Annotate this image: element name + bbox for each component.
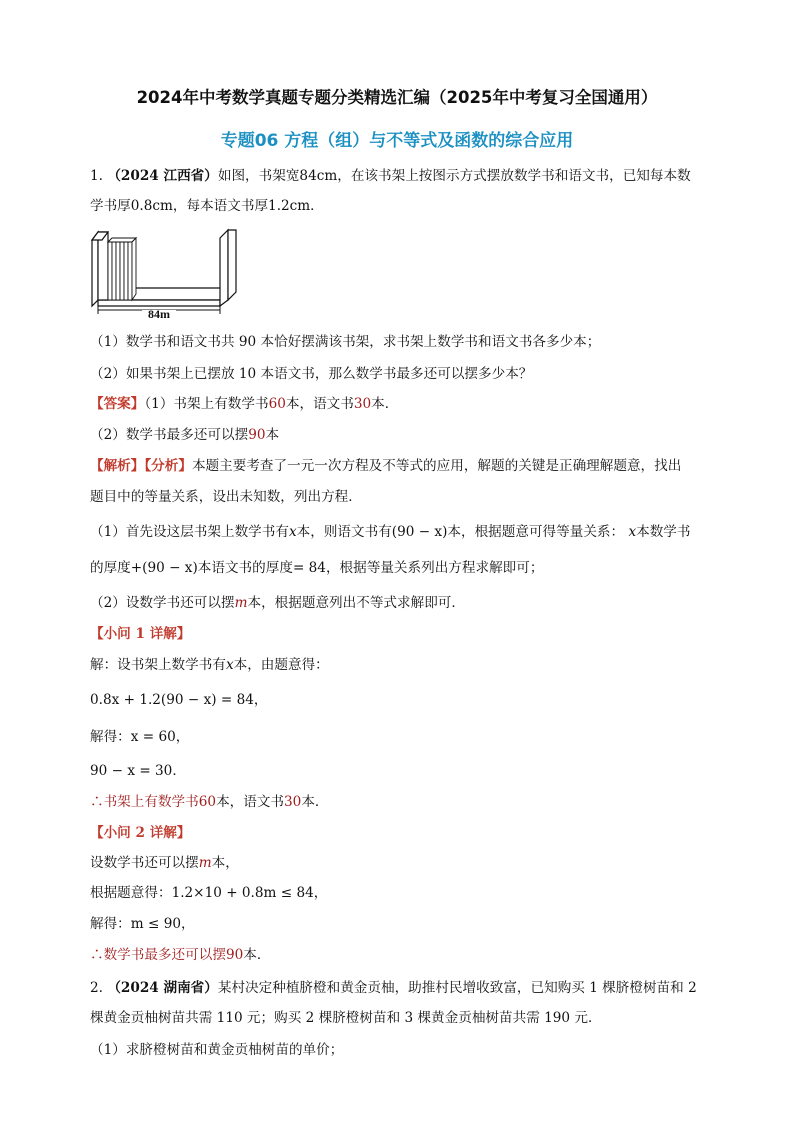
q1-part-2: （2）如果书架上已摆放 10 本语文书，那么数学书最多还可以摆多少本？ [90, 366, 533, 382]
ana1b-text-mid: 本语文书的厚度 [197, 560, 293, 576]
q1-answer-2 [90, 425, 279, 445]
sol1-text-post: 本，由题意得： [233, 657, 329, 673]
sol2-solve-text: 解得： [90, 916, 131, 932]
bookshelf-figure [90, 226, 242, 318]
ana1b-expr: (90 − x) [142, 560, 198, 576]
answer-tag: 【答案】 [90, 396, 145, 412]
q2-stem-line-2: 棵黄金贡柚树苗共需 110 元；购买 2 棵脐橙树苗和 3 棵黄金贡柚树苗共需 190 元． [90, 1010, 602, 1026]
sol2-text: 设数学书还可以摆 [90, 855, 199, 871]
figure-width-label: 84m [148, 307, 170, 318]
q1-sub1-tag: 【小问 1 详解】 [90, 626, 191, 642]
answer1-text: （1）书架上有数学书 [144, 396, 269, 412]
topic-subtitle: 专题06 方程（组）与不等式及函数的综合应用 [220, 131, 574, 151]
q1-stem-line-2: 学书厚0.8cm，每本语文书厚1.2cm． [90, 198, 324, 214]
analysis-text-a: 本题主要考查了一元一次方程及不等式的应用，解题的关键是正确理解题意，找出 [191, 458, 682, 474]
q1-sol1-equation [90, 690, 267, 710]
answer2-value: 90 [248, 427, 266, 443]
ana2-text: （2）设数学书还可以摆 [90, 595, 235, 611]
sol2-text-post: 本， [211, 855, 239, 871]
sol1-conclusion-value-1: 60 [198, 794, 217, 810]
q1-number: 1. [90, 168, 103, 184]
ana1-var: x [288, 524, 297, 540]
answer1-value-1: 60 [268, 396, 286, 412]
ana1b-eq: = 84 [292, 560, 326, 576]
q2-source: （2024 湖南省） [107, 980, 218, 996]
sol1-eq-end: ， [253, 692, 268, 708]
q1-sol2-inequality [90, 883, 327, 903]
q2-number: 2. [90, 980, 103, 996]
q1-source: （2024 江西省） [107, 168, 218, 184]
q1-sol2-solve [90, 914, 195, 934]
answer2-text: （2）数学书最多还可以摆 [90, 427, 249, 443]
sol2-ineq-text: 根据题意得： [90, 885, 172, 901]
sol1-conclusion-value-2: 30 [284, 794, 302, 810]
ana1-text-mid: 本，则语文书有 [296, 524, 392, 540]
sol2-conclusion-value: 90 [225, 947, 244, 963]
q1-sol1-result [90, 761, 186, 781]
answer1-text-end: 本． [371, 396, 399, 412]
sol1-result-expr: 90 − x = 30 [90, 763, 173, 779]
q1-stem-line-1 [90, 166, 691, 186]
q1-answer-1 [90, 394, 398, 414]
q1-sol2-conclusion [90, 945, 270, 965]
sol1-solve-text: 解得： [90, 729, 131, 745]
ana1-text-end: 本数学书 [636, 524, 691, 540]
q1-analysis-part1-line-1 [90, 522, 691, 542]
sol1-conclusion-mid: 本，语文书 [216, 794, 285, 810]
sol1-var: x [225, 657, 234, 673]
sol1-solve-end: ， [175, 729, 190, 745]
sol2-ineq-expr: 1.2×10 + 0.8m ≤ 84 [171, 885, 314, 901]
sol2-solve-end: ， [181, 916, 195, 932]
ana2-var: m [234, 595, 248, 611]
ana1-var-2: x [628, 524, 637, 540]
document-title: 2024年中考数学真题专题分类精选汇编（2025年中考复习全国通用） [136, 88, 658, 107]
sol2-solve-expr: m ≤ 90 [130, 916, 182, 932]
q1-sol1-line-1 [90, 655, 329, 675]
sol1-solve-expr: x = 60 [130, 729, 176, 745]
q1-sol2-line-1 [90, 853, 239, 873]
q1-sub2-tag: 【小问 2 详解】 [90, 825, 191, 841]
sol1-conclusion-end: 本． [301, 794, 329, 810]
ana1-expr: (90 − x) [391, 524, 448, 540]
answer1-value-2: 30 [353, 396, 372, 412]
q1-analysis-line-1 [90, 456, 681, 476]
q1-stem-text-a: 如图，书架宽84cm，在该书架上按图示方式摆放数学书和语文书，已知每本数 [217, 168, 691, 184]
analysis-tag: 【解析】【分析】 [90, 458, 192, 474]
sol1-result-end: ． [172, 763, 186, 779]
sol1-equation-expr: 0.8x + 1.2(90 − x) = 84 [90, 692, 254, 708]
sol2-conclusion-end: 本． [243, 947, 271, 963]
q1-analysis-part2 [90, 593, 465, 613]
ana2-text-post: 本，根据题意列出不等式求解即可． [247, 595, 465, 611]
ana1-text: （1）首先设这层书架上数学书有 [90, 524, 289, 540]
q2-stem-line-1 [90, 978, 697, 998]
q1-analysis-line-2: 题目中的等量关系，设出未知数，列出方程． [90, 489, 362, 505]
sol1-conclusion-text: ∴书架上有数学书 [90, 794, 199, 810]
q2-part-1: （1）求脐橙树苗和黄金贡柚树苗的单价； [90, 1042, 344, 1058]
answer2-text-end: 本 [265, 427, 280, 443]
q1-sol1-solve [90, 727, 189, 747]
answer1-text-mid: 本，语文书 [285, 396, 354, 412]
ana1b-text: 的厚度+ [90, 560, 143, 576]
q2-stem-text-a: 某村决定种植脐橙和黄金贡柚，助推村民增收致富，已知购买 1 棵脐橙树苗和 2 [217, 980, 697, 996]
sol2-var: m [198, 855, 212, 871]
q1-part-1: （1）数学书和语文书共 90 本恰好摆满该书架，求书架上数学书和语文书各多少本； [90, 334, 601, 350]
sol2-ineq-end: ， [313, 885, 328, 901]
q1-sol1-conclusion [90, 792, 329, 812]
ana1b-text-post: ，根据等量关系列出方程求解即可； [325, 560, 544, 576]
sol2-conclusion-text: ∴数学书最多还可以摆 [90, 947, 226, 963]
ana1-text-post: 本，根据题意可得等量关系： [447, 524, 625, 540]
q1-analysis-part1-line-2 [90, 558, 543, 578]
sol1-text: 解：设书架上数学书有 [90, 657, 226, 673]
